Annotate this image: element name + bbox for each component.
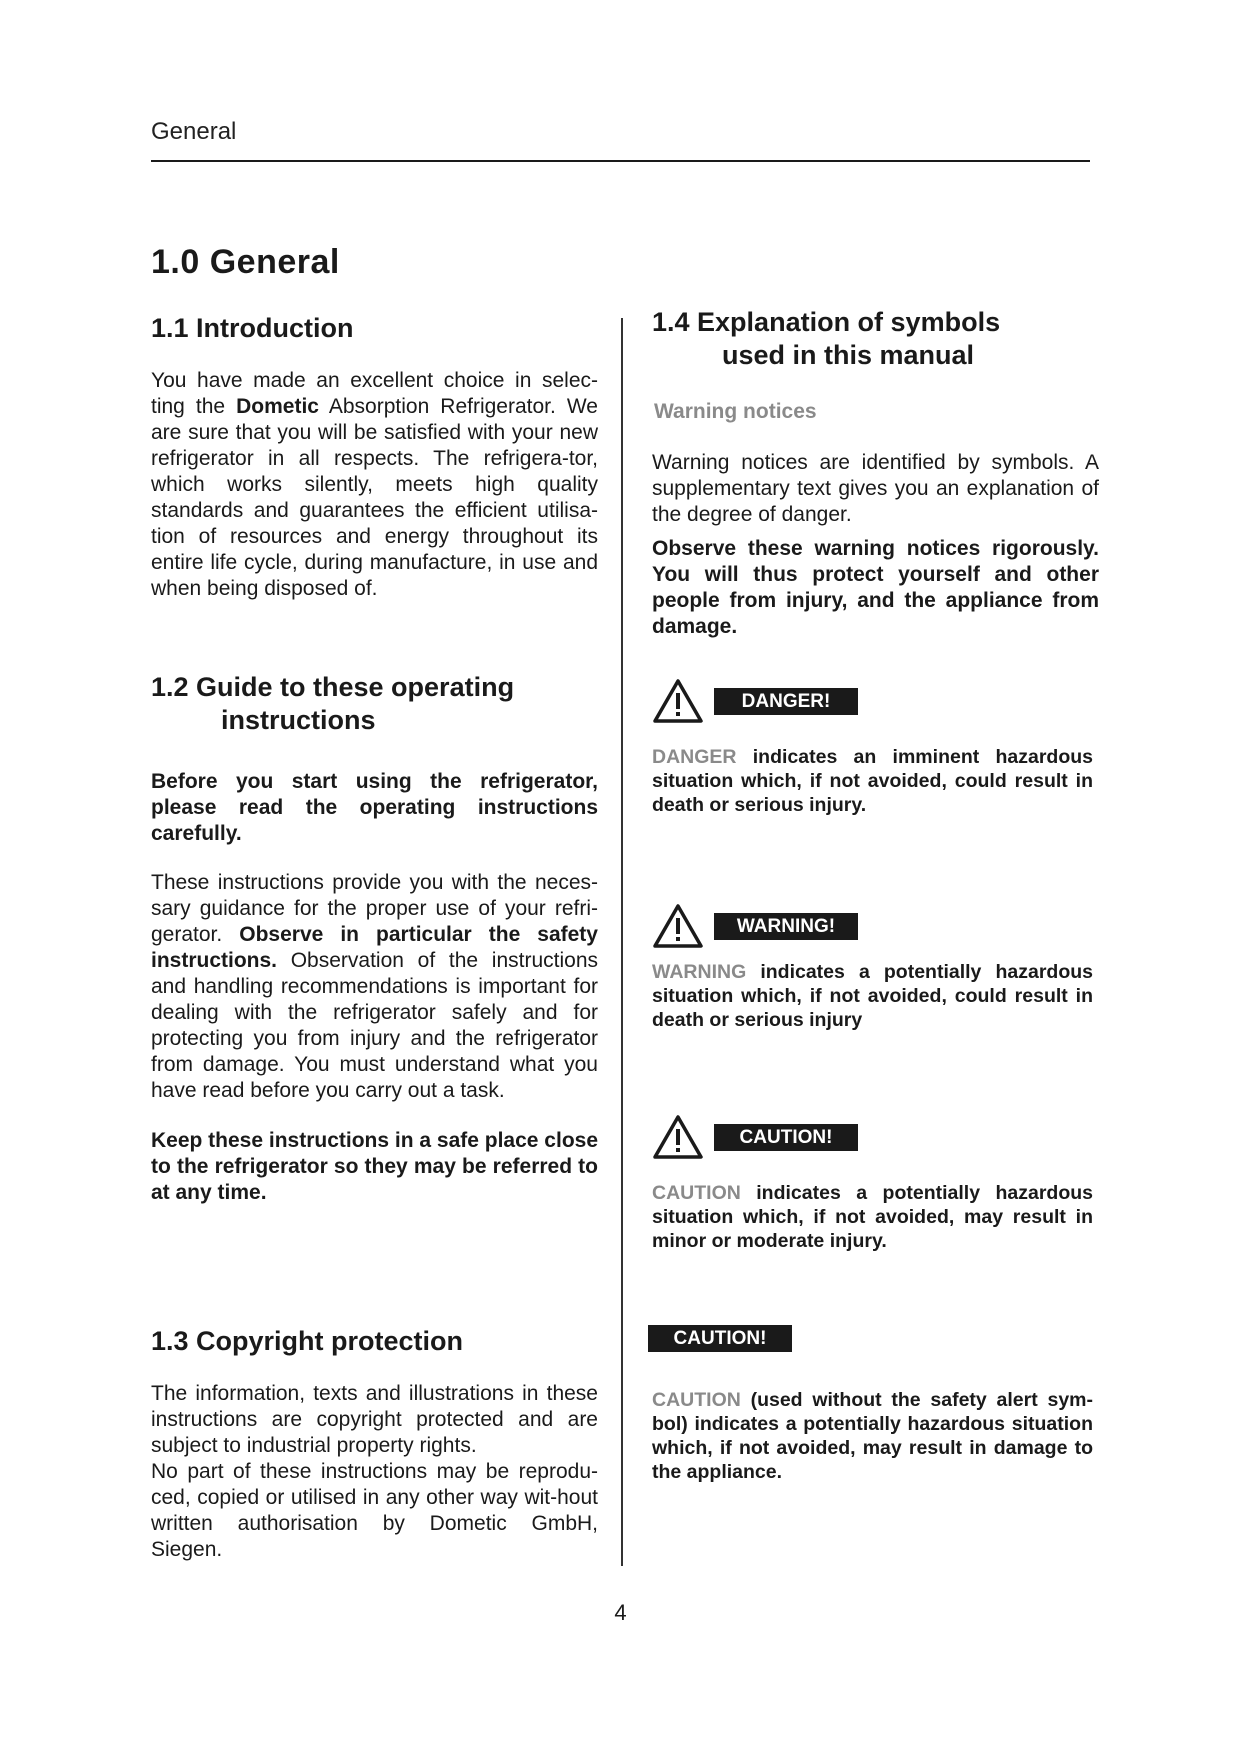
warning-notices-subheading: Warning notices	[654, 400, 817, 423]
copyright-heading: 1.3 Copyright protection	[151, 1326, 464, 1356]
symbols-heading: 1.4 Explanation of symbols used in this manual	[652, 307, 1001, 370]
warning-description: WARNING indicates a potentially hazardous situation which, if not avoided, could result in death or serious injury	[652, 961, 1093, 1031]
caution-appliance-description: CAUTION (used without the safety alert sym-bol) indicates a potentially hazardous situation which, if not avoided, may result in damage to the appliance.	[652, 1389, 1093, 1483]
column-divider	[621, 318, 623, 1566]
guide-paragraph: These instructions provide you with the neces-sary guidance for the proper use of your refri-gerator. Observe in particular the safety instructions. Observation of the instructions and handling recommendations is important for dealing with the refrigerator safely and for protecting you from injury and the refrigerator from damage. You must understand what you have read before you carry out a task.	[151, 871, 598, 1102]
symbols-paragraph: Warning notices are identified by symbols. A supplementary text gives you an explanation of the degree of danger.	[652, 451, 1099, 526]
danger-label	[652, 678, 858, 724]
guide-heading: 1.2 Guide to these operating instructions	[151, 672, 515, 735]
warning-triangle-icon	[652, 678, 704, 724]
intro-paragraph: You have made an excellent choice in selec-ting the Dometic Absorption Refrigerator. We are sure that you will be satisfied with your new refrigerator in all respects. The refrigera-tor, which works silently, meets high quality standards and guarantees the efficient utilisa-tion of resources and energy throughout its entire life cycle, during manufacture, in use and when being disposed of.	[151, 369, 598, 600]
danger-description: DANGER indicates an imminent hazardous situation which, if not avoided, could result in death or serious injury.	[652, 746, 1093, 816]
running-header: General	[151, 118, 237, 145]
symbols-bold-note: Observe these warning notices rigorously. You will thus protect yourself and other people from injury, and the appliance from damage.	[652, 537, 1099, 638]
caution-description: CAUTION indicates a potentially hazardous situation which, if not avoided, may result in minor or moderate injury.	[652, 1182, 1093, 1252]
warning-triangle-icon	[652, 1114, 704, 1160]
chapter-title: 1.0 General	[151, 243, 340, 281]
copyright-paragraph-2: No part of these instructions may be reprodu-ced, copied or utilised in any other way wit-hout written authorisation by Dometic GmbH, Siegen.	[151, 1460, 598, 1561]
caution-label	[652, 1114, 858, 1160]
caution-badge: CAUTION!	[714, 1124, 858, 1151]
warning-label	[652, 903, 858, 949]
copyright-paragraph-1: The information, texts and illustrations in these instructions are copyright protected and are subject to industrial property rights.	[151, 1382, 598, 1457]
guide-bold-intro: Before you start using the refrigerator, please read the operating instructions carefully.	[151, 770, 598, 845]
danger-badge: DANGER!	[714, 688, 858, 715]
warning-badge: WARNING!	[714, 913, 858, 940]
brand-name: Dometic	[236, 395, 319, 418]
intro-heading: 1.1 Introduction	[151, 313, 354, 343]
guide-keep-note: Keep these instructions in a safe place close to the refrigerator so they may be referred to at any time.	[151, 1129, 598, 1204]
page-number: 4	[614, 1600, 627, 1625]
caution-badge-no-symbol: CAUTION!	[648, 1325, 792, 1352]
header-rule	[151, 160, 1090, 162]
warning-triangle-icon	[652, 903, 704, 949]
